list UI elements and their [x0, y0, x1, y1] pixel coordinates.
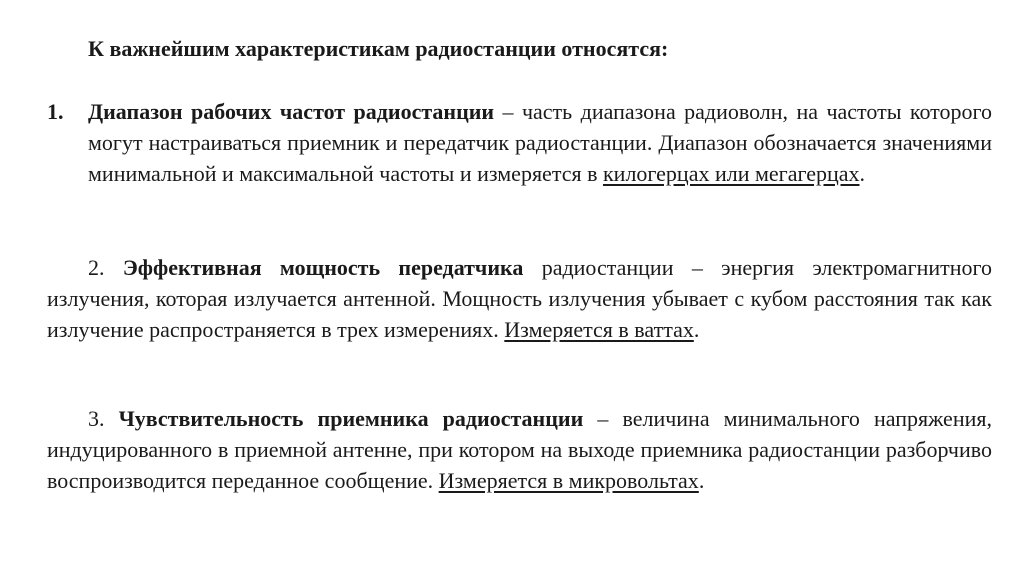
item-description: – величина минимального напряжения, индуцированного в приемной антенне, при котором на выходе приемника радиостанции разборчиво воспроизводится переданное сообщение. — [47, 406, 992, 493]
item-term: Эффективная мощность передатчика — [122, 255, 524, 280]
item-end: . — [859, 161, 865, 186]
item-unit: Измеряется в микровольтах — [438, 468, 699, 493]
item-text — [88, 96, 992, 189]
item-number: 2. — [88, 255, 105, 280]
item-unit: Измеряется в ваттах — [504, 317, 694, 342]
list-item-receiver-sensitivity — [47, 403, 992, 496]
item-end: . — [693, 317, 700, 342]
item-end: . — [698, 468, 705, 493]
item-term: Диапазон рабочих частот радиостанции — [88, 99, 495, 124]
slide-heading: К важнейшим характеристикам радиостанции относятся: — [88, 36, 669, 61]
list-item-frequency-range — [47, 96, 992, 189]
item-description: – часть диапазона радиоволн, на частоты которого могут настраиваться приемник и передатчик радиостанции. Диапазон обозначается значениями минимальной и максимальной частоты и измеряется в — [88, 99, 992, 186]
item-unit: килогерцах или мегагерцах — [602, 161, 860, 186]
item-description: радиостанции – энергия электромагнитного излучения, которая излучается антенной. Мощность излучения убывает с кубом расстояния так как излучение распространяется в трех измерениях. — [47, 255, 993, 342]
item-term: Чувствительность приемника радиостанции — [118, 406, 584, 431]
item-number: 3. — [88, 406, 105, 431]
list-item-transmitter-power — [47, 252, 992, 345]
item-number: 1. — [47, 99, 64, 124]
